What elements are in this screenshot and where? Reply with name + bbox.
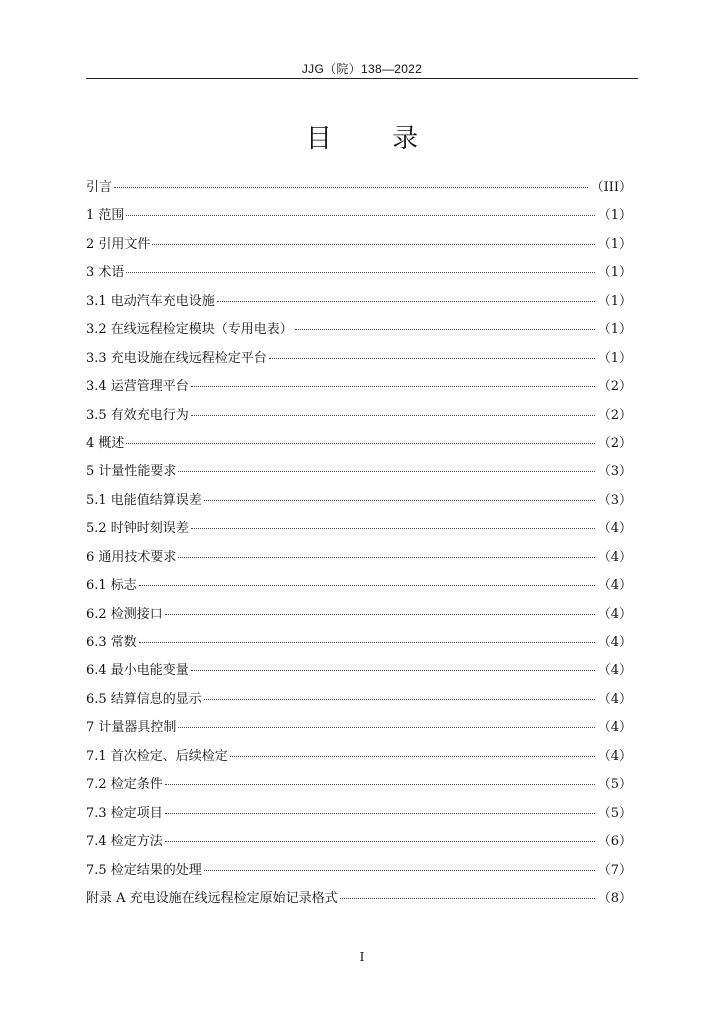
toc-entry-page: （1） — [597, 265, 632, 281]
toc-entry-label: 3.5 有效充电行为 — [86, 407, 189, 423]
toc-entry-label: 7.2 检定条件 — [86, 777, 163, 793]
toc-entry[interactable] — [86, 574, 632, 602]
toc-entry-label: 3.2 在线远程检定模块（专用电表） — [86, 322, 293, 338]
toc-entry[interactable] — [86, 546, 632, 574]
toc-entry-label: 3.3 充电设施在线远程检定平台 — [86, 350, 267, 366]
toc-entry-label: 3.4 运营管理平台 — [86, 379, 189, 395]
toc-entry-label: 7.5 检定结果的处理 — [86, 862, 202, 878]
toc-entry-page: （4） — [597, 748, 632, 764]
toc-leader-dots — [191, 415, 595, 416]
toc-leader-dots — [204, 500, 595, 501]
table-of-contents — [86, 176, 632, 915]
toc-leader-dots — [191, 528, 595, 529]
toc-entry-label: 5 计量性能要求 — [86, 464, 177, 480]
toc-entry[interactable] — [86, 404, 632, 432]
toc-entry-page: （1） — [597, 208, 632, 224]
toc-entry-label: 3 术语 — [86, 265, 125, 281]
toc-leader-dots — [178, 471, 594, 472]
toc-entry[interactable] — [86, 517, 632, 545]
toc-entry[interactable] — [86, 290, 632, 318]
toc-entry[interactable] — [86, 745, 632, 773]
toc-leader-dots — [165, 813, 595, 814]
toc-entry[interactable] — [86, 204, 632, 232]
toc-entry-label: 1 范围 — [86, 208, 125, 224]
toc-entry-label: 6.4 最小电能变量 — [86, 663, 189, 679]
toc-leader-dots — [126, 215, 594, 216]
toc-entry-page: （5） — [597, 805, 632, 821]
toc-leader-dots — [165, 614, 595, 615]
toc-entry[interactable] — [86, 773, 632, 801]
toc-entry[interactable] — [86, 716, 632, 744]
toc-entry[interactable] — [86, 432, 632, 460]
toc-leader-dots — [217, 301, 595, 302]
toc-entry[interactable] — [86, 887, 632, 915]
toc-leader-dots — [126, 272, 594, 273]
toc-entry-page: （7） — [597, 862, 632, 878]
toc-entry-label: 6.2 检测接口 — [86, 606, 163, 622]
toc-entry-page: （1） — [597, 350, 632, 366]
toc-entry-label: 6 通用技术要求 — [86, 549, 177, 565]
toc-leader-dots — [295, 329, 595, 330]
toc-entry-page: （4） — [597, 521, 632, 537]
toc-entry-page: （3） — [597, 492, 632, 508]
toc-entry-page: （4） — [597, 691, 632, 707]
toc-entry-label: 附录 A 充电设施在线远程检定原始记录格式 — [86, 890, 338, 906]
toc-leader-dots — [191, 386, 595, 387]
toc-entry[interactable] — [86, 233, 632, 261]
toc-entry-page: （2） — [597, 379, 632, 395]
toc-leader-dots — [204, 699, 595, 700]
toc-entry-page: （8） — [597, 890, 632, 906]
toc-leader-dots — [269, 358, 595, 359]
toc-leader-dots — [139, 585, 595, 586]
toc-entry-label: 6.3 常数 — [86, 635, 137, 650]
toc-entry-label: 5.2 时钟时刻误差 — [86, 521, 189, 537]
toc-entry[interactable] — [86, 830, 632, 858]
toc-entry-label: 2 引用文件 — [86, 236, 151, 252]
toc-leader-dots — [204, 870, 595, 871]
toc-leader-dots — [165, 784, 595, 785]
toc-entry[interactable] — [86, 375, 632, 403]
toc-entry[interactable] — [86, 489, 632, 517]
toc-entry[interactable] — [86, 603, 632, 631]
toc-entry-page: （III） — [590, 180, 632, 195]
toc-entry[interactable] — [86, 261, 632, 289]
toc-leader-dots — [126, 443, 594, 444]
toc-leader-dots — [139, 642, 595, 643]
toc-entry-label: 7.3 检定项目 — [86, 805, 163, 821]
toc-entry-label: 5.1 电能值结算误差 — [86, 492, 202, 508]
toc-entry-label: 3.1 电动汽车充电设施 — [86, 293, 215, 309]
toc-entry-page: （6） — [597, 834, 632, 850]
toc-entry[interactable] — [86, 460, 632, 488]
toc-leader-dots — [178, 727, 594, 728]
toc-entry-page: （1） — [597, 322, 632, 338]
toc-leader-dots — [114, 187, 588, 188]
toc-entry-label: 4 概述 — [86, 435, 125, 451]
toc-leader-dots — [191, 670, 595, 671]
toc-entry[interactable] — [86, 659, 632, 687]
toc-entry-page: （4） — [597, 663, 632, 679]
toc-entry-page: （4） — [597, 635, 632, 650]
toc-leader-dots — [340, 898, 595, 899]
toc-entry-label: 7.4 检定方法 — [86, 834, 163, 850]
toc-entry-page: （4） — [597, 606, 632, 622]
toc-leader-dots — [178, 557, 594, 558]
page-title: 目 录 — [305, 124, 445, 154]
toc-entry-label: 7.1 首次检定、后续检定 — [86, 748, 228, 764]
page-header: JJG（院）138—2022 — [301, 62, 423, 76]
toc-leader-dots — [165, 841, 595, 842]
toc-entry-page: （2） — [597, 435, 632, 451]
toc-leader-dots — [230, 756, 595, 757]
header-divider — [86, 78, 638, 79]
toc-entry-page: （4） — [597, 549, 632, 565]
toc-entry[interactable] — [86, 802, 632, 830]
toc-entry[interactable] — [86, 859, 632, 887]
toc-entry-page: （5） — [597, 777, 632, 793]
toc-entry-label: 7 计量器具控制 — [86, 720, 177, 736]
toc-entry-page: （1） — [597, 293, 632, 309]
toc-entry-page: （4） — [597, 720, 632, 736]
toc-entry-label: 6.5 结算信息的显示 — [86, 691, 202, 707]
toc-entry-page: （1） — [597, 236, 632, 252]
toc-entry[interactable] — [86, 688, 632, 716]
page-number: I — [359, 950, 365, 964]
toc-entry[interactable] — [86, 631, 632, 659]
toc-entry-label: 6.1 标志 — [86, 578, 137, 594]
toc-leader-dots — [152, 244, 594, 245]
toc-entry-page: （2） — [597, 407, 632, 423]
toc-entry[interactable] — [86, 176, 632, 204]
toc-entry-page: （3） — [597, 464, 632, 480]
toc-entry[interactable] — [86, 318, 632, 346]
toc-entry-page: （4） — [597, 578, 632, 594]
toc-entry[interactable] — [86, 347, 632, 375]
toc-entry-label: 引言 — [86, 180, 113, 195]
